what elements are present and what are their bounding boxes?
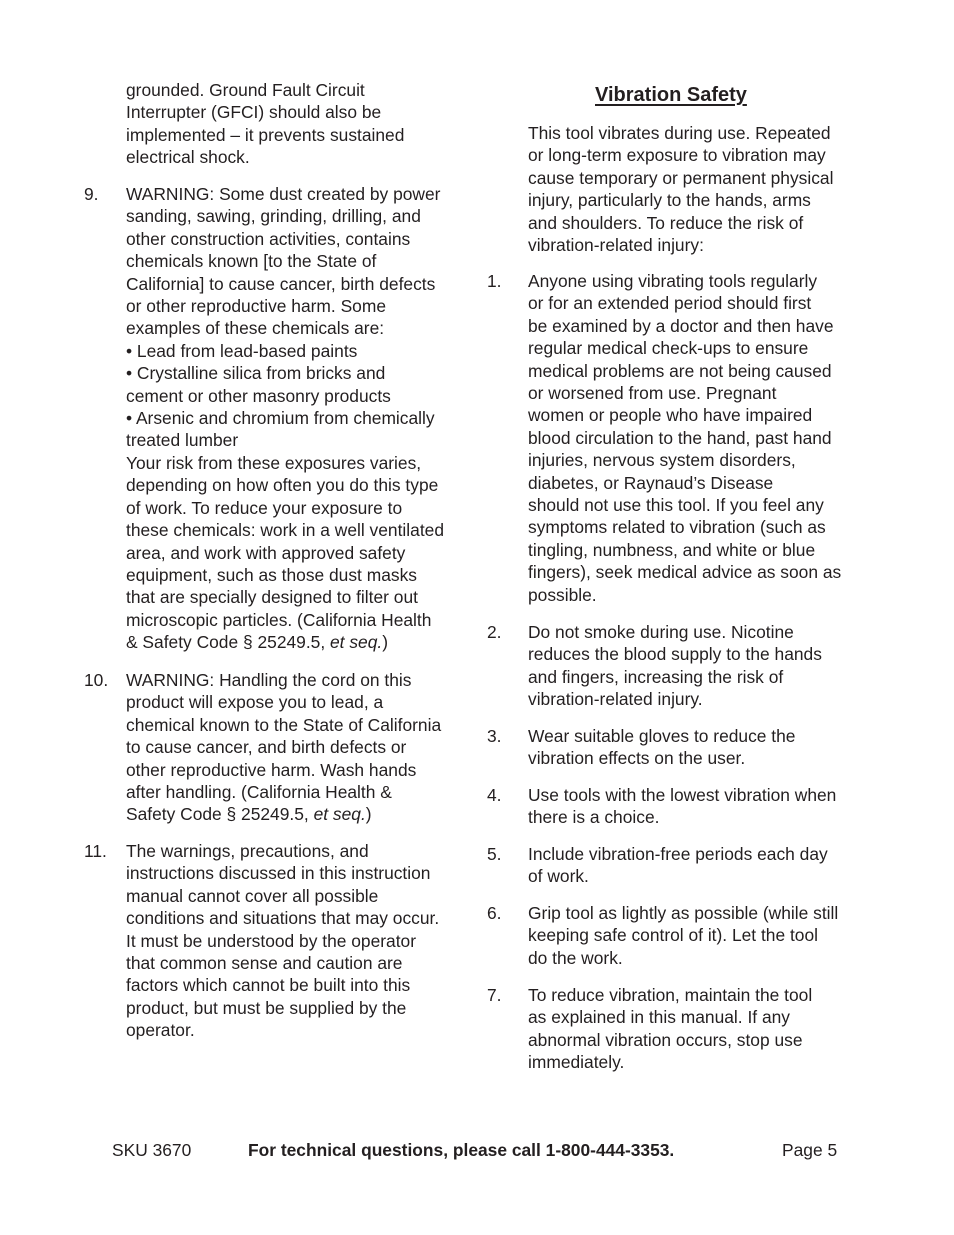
- text-line: depending on how often you do this type: [126, 475, 439, 496]
- warning-item-9: [126, 183, 444, 654]
- text-line: WARNING: Handling the cord on this: [126, 670, 412, 690]
- bullet-line: • Arsenic and chromium from chemically: [126, 408, 435, 429]
- text-line: other reproductive harm. Wash hands: [126, 759, 417, 780]
- text-line: Use tools with the lowest vibration when: [528, 785, 837, 805]
- text-line: to cause cancer, and birth defects or: [126, 737, 407, 758]
- item-number: 10.: [84, 670, 109, 690]
- item-number: 3.: [487, 726, 502, 746]
- text-line: Grip tool as lightly as possible (while still: [528, 903, 839, 923]
- text-line: factors which cannot be built into this: [126, 975, 411, 996]
- item-number: 7.: [487, 985, 502, 1005]
- text-line: or other reproductive harm. Some: [126, 296, 387, 317]
- text-line: that are specially designed to filter out: [126, 587, 418, 608]
- text-line: should not use this tool. If you feel any: [528, 495, 824, 516]
- text-line: chemical known to the State of California: [126, 714, 442, 735]
- vibration-item-2: [528, 621, 822, 711]
- text-line: there is a choice.: [528, 807, 660, 828]
- text-line: after handling. (California Health &: [126, 782, 392, 803]
- citation-prefix: & Safety Code § 25249.5,: [126, 632, 331, 653]
- text-line: grounded. Ground Fault Circuit: [126, 80, 365, 100]
- text-line: of work. To reduce your exposure to: [126, 497, 403, 518]
- vibration-item-1: [528, 270, 841, 606]
- text-line: electrical shock.: [126, 147, 250, 168]
- text-line: chemicals known [to the State of: [126, 251, 377, 272]
- text-line: women or people who have impaired: [528, 405, 813, 426]
- text-line: that common sense and caution are: [126, 953, 403, 974]
- text-line: sanding, sawing, grinding, drilling, and: [126, 206, 421, 227]
- text-line: injuries, nervous system disorders,: [528, 450, 796, 471]
- text-line: Anyone using vibrating tools regularly: [528, 271, 818, 291]
- text-line: [126, 631, 444, 653]
- warning-item-10: [126, 669, 441, 826]
- text-line: product, but must be supplied by the: [126, 997, 407, 1018]
- footer-tech-support: For technical questions, please call 1-800-444-3353.: [248, 1140, 675, 1160]
- item-number: 9.: [84, 184, 99, 204]
- text-line: product will expose you to lead, a: [126, 692, 384, 713]
- text-line: California] to cause cancer, birth defects: [126, 273, 436, 294]
- intro-paragraph: [528, 122, 833, 256]
- text-line: instructions discussed in this instruction: [126, 863, 431, 884]
- bullet-line: • Crystalline silica from bricks and: [126, 363, 386, 384]
- bullet-line: • Lead from lead-based paints: [126, 340, 358, 361]
- text-line: immediately.: [528, 1052, 625, 1073]
- text-line: Your risk from these exposures varies,: [126, 452, 422, 473]
- citation-italic: et seq.: [313, 804, 366, 825]
- vibration-item-4: [528, 784, 836, 829]
- text-line: cement or other masonry products: [126, 385, 391, 406]
- text-line: Do not smoke during use. Nicotine: [528, 622, 794, 642]
- text-line: tingling, numbness, and white or blue: [528, 539, 816, 560]
- text-line: or long-term exposure to vibration may: [528, 145, 826, 166]
- text-line: and shoulders. To reduce the risk of: [528, 212, 804, 233]
- warning-item-11: [126, 840, 439, 1042]
- text-line: fingers), seek medical advice as soon as: [528, 562, 842, 583]
- text-line: implemented – it prevents sustained: [126, 124, 405, 145]
- text-line: or for an extended period should first: [528, 293, 812, 314]
- text-line: conditions and situations that may occur.: [126, 908, 440, 929]
- text-line: regular medical check-ups to ensure: [528, 338, 809, 359]
- text-line: possible.: [528, 584, 597, 605]
- text-line: injury, particularly to the hands, arms: [528, 190, 811, 211]
- text-line: The warnings, precautions, and: [126, 841, 369, 861]
- text-line: or worsened from use. Pregnant: [528, 383, 777, 404]
- text-line: This tool vibrates during use. Repeated: [528, 123, 831, 143]
- text-line: be examined by a doctor and then have: [528, 315, 834, 336]
- item-number: 4.: [487, 785, 502, 805]
- text-line: diabetes, or Raynaud’s Disease: [528, 472, 774, 493]
- text-line: examples of these chemicals are:: [126, 318, 385, 339]
- citation-italic: et seq.: [330, 632, 383, 653]
- item-number: 1.: [487, 271, 502, 291]
- citation-suffix: ): [365, 804, 372, 825]
- text-line: vibration-related injury.: [528, 689, 703, 710]
- item-number: 11.: [84, 841, 107, 861]
- text-line: treated lumber: [126, 430, 239, 451]
- text-line: It must be understood by the operator: [126, 930, 417, 951]
- citation-prefix: Safety Code § 25249.5,: [126, 804, 314, 825]
- text-line: operator.: [126, 1020, 195, 1041]
- continued-paragraph: [126, 79, 404, 169]
- text-line: Include vibration-free periods each day: [528, 844, 828, 864]
- text-line: Interrupter (GFCI) should also be: [126, 102, 382, 123]
- text-line: microscopic particles. (California Health: [126, 609, 432, 630]
- text-line: reduces the blood supply to the hands: [528, 644, 822, 665]
- text-line: keeping safe control of it). Let the tool: [528, 925, 819, 946]
- vibration-item-7: [528, 984, 812, 1074]
- text-line: symptoms related to vibration (such as: [528, 517, 826, 538]
- text-line: medical problems are not being caused: [528, 360, 832, 381]
- text-line: Wear suitable gloves to reduce the: [528, 726, 796, 746]
- vibration-item-5: [528, 843, 828, 888]
- text-line: WARNING: Some dust created by power: [126, 184, 441, 204]
- item-number: 2.: [487, 622, 502, 642]
- text-line: cause temporary or permanent physical: [528, 167, 834, 188]
- item-number: 5.: [487, 844, 502, 864]
- footer-sku: SKU 3670: [112, 1140, 192, 1160]
- text-line: manual cannot cover all possible: [126, 885, 379, 906]
- item-number: 6.: [487, 903, 502, 923]
- citation-suffix: ): [382, 632, 389, 653]
- text-line: [126, 803, 441, 825]
- section-heading: Vibration Safety: [595, 84, 747, 106]
- footer-page-number: Page 5: [782, 1140, 838, 1160]
- vibration-item-6: [528, 902, 838, 969]
- text-line: abnormal vibration occurs, stop use: [528, 1029, 803, 1050]
- text-line: equipment, such as those dust masks: [126, 564, 417, 585]
- text-line: and fingers, increasing the risk of: [528, 666, 784, 687]
- text-line: as explained in this manual. If any: [528, 1007, 790, 1028]
- text-line: vibration effects on the user.: [528, 748, 746, 769]
- text-line: blood circulation to the hand, past hand: [528, 427, 832, 448]
- text-line: vibration-related injury:: [528, 235, 704, 256]
- text-line: of work.: [528, 866, 589, 887]
- text-line: area, and work with approved safety: [126, 542, 406, 563]
- text-line: these chemicals: work in a well ventilated: [126, 520, 445, 541]
- vibration-item-3: [528, 725, 795, 770]
- text-line: other construction activities, contains: [126, 228, 411, 249]
- text-line: do the work.: [528, 947, 623, 968]
- text-line: To reduce vibration, maintain the tool: [528, 985, 813, 1005]
